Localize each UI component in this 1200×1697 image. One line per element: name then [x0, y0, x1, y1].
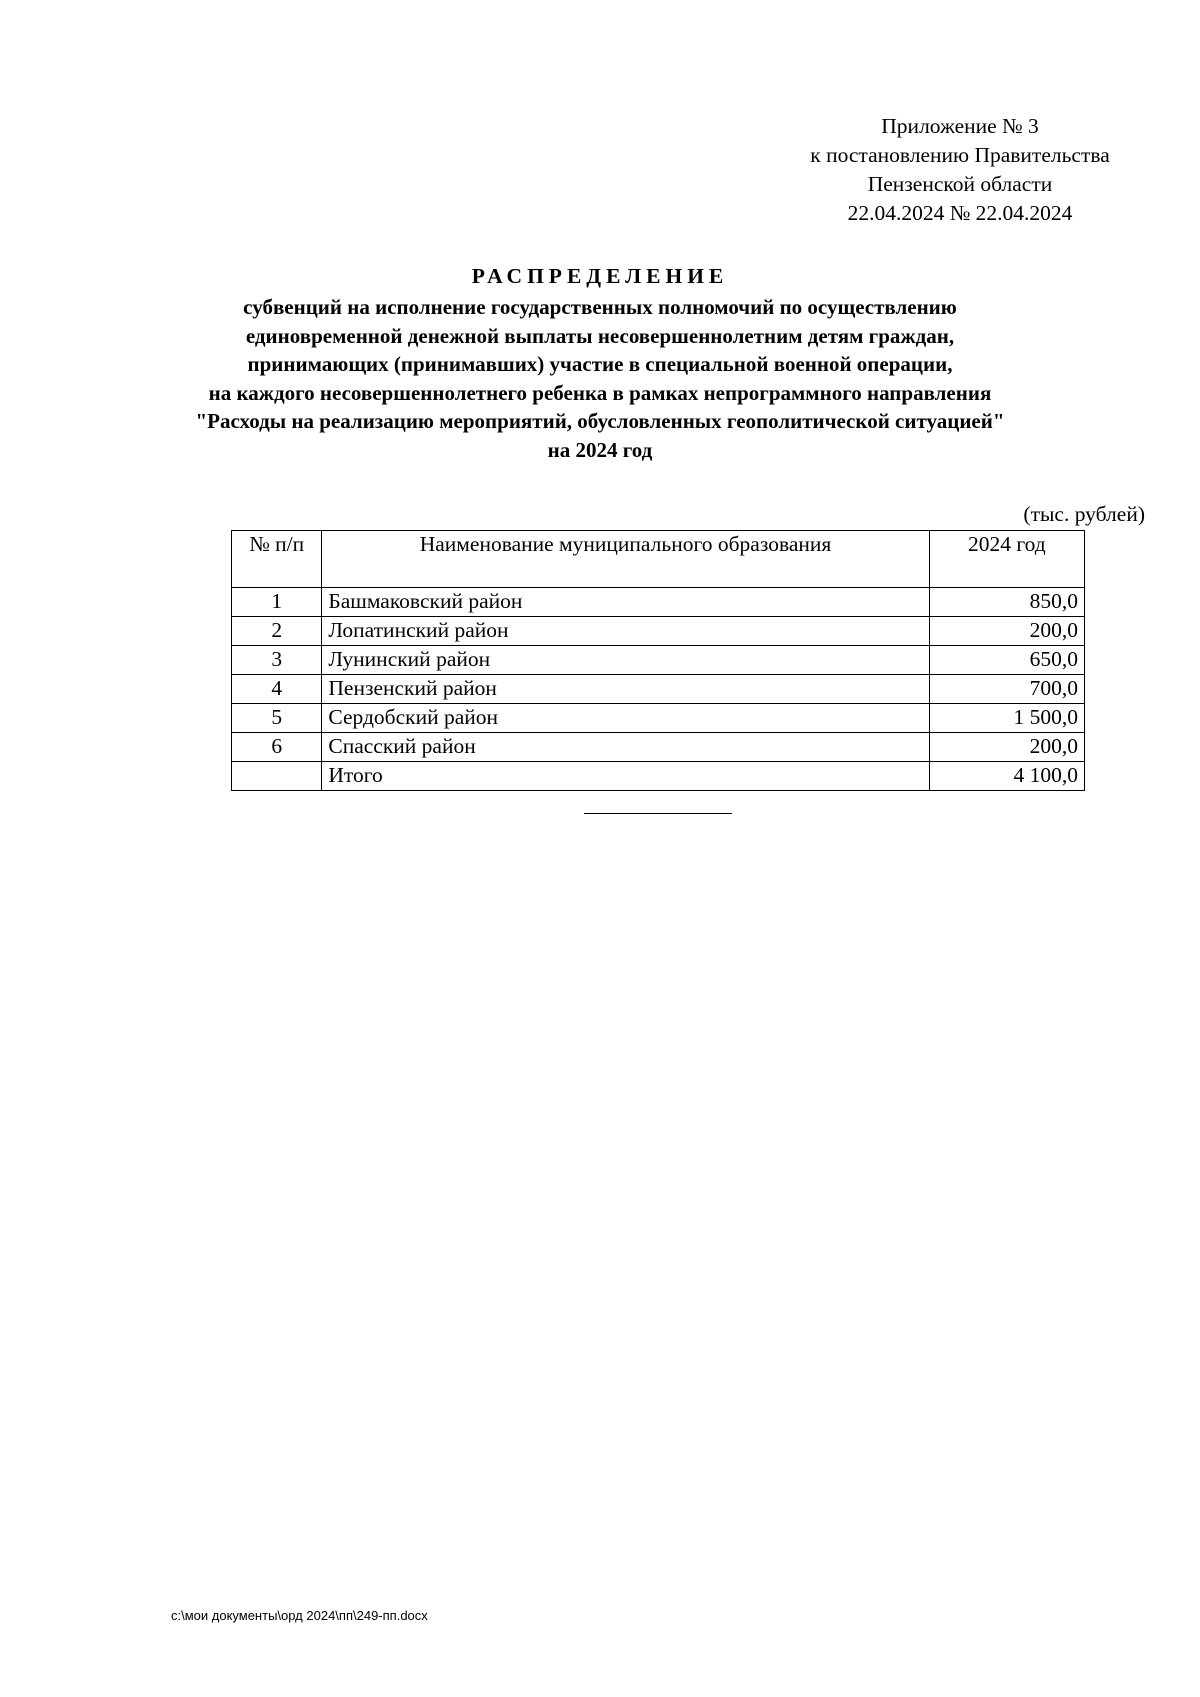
row-name: Пензенский район	[322, 675, 929, 704]
appendix-date: 22.04.2024 № 22.04.2024	[847, 201, 1073, 225]
subtitle-line: на каждого несовершеннолетнего ребенка в рамках непрограммного направления	[208, 380, 992, 405]
appendix-block	[790, 112, 1130, 228]
header-number: № п/п	[232, 531, 322, 588]
units-label: (тыс. рублей)	[1023, 502, 1145, 526]
appendix-region: Пензенской области	[867, 172, 1053, 196]
subtitle-line: единовременной денежной выплаты несовершеннолетним детям граждан,	[245, 323, 955, 348]
row-value: 650,0	[929, 646, 1084, 675]
row-name: Сердобский район	[322, 704, 929, 733]
subtitle-line: принимающих (принимавших) участие в специальной военной операции,	[247, 352, 953, 376]
appendix-number: Приложение № 3	[881, 114, 1039, 138]
document-title: РАСПРЕДЕЛЕНИЕ	[471, 264, 729, 288]
row-name: Спасский район	[322, 733, 929, 762]
subtitle-line: субвенций на исполнение государственных полномочий по осуществлению	[243, 295, 957, 319]
total-row	[232, 762, 1085, 791]
subtitle-line: "Расходы на реализацию мероприятий, обусловленных геополитической ситуацией"	[195, 409, 1005, 433]
row-name: Башмаковский район	[322, 588, 929, 617]
row-value: 850,0	[929, 588, 1084, 617]
row-number: 6	[232, 733, 322, 762]
table-row	[232, 646, 1085, 675]
header-name: Наименование муниципального образования	[322, 531, 929, 588]
row-value: 200,0	[929, 733, 1084, 762]
row-number: 5	[232, 704, 322, 733]
row-name: Лопатинский район	[322, 617, 929, 646]
row-number: 2	[232, 617, 322, 646]
header-year: 2024 год	[929, 531, 1084, 588]
table-header-row	[232, 531, 1085, 588]
table-row	[232, 733, 1085, 762]
appendix-reference: к постановлению Правительства	[810, 143, 1110, 167]
total-number	[232, 762, 322, 791]
table-row	[232, 588, 1085, 617]
row-number: 1	[232, 588, 322, 617]
document-heading	[100, 262, 1100, 464]
row-number: 4	[232, 675, 322, 704]
table-row	[232, 617, 1085, 646]
end-divider	[584, 813, 732, 814]
row-value: 1 500,0	[929, 704, 1084, 733]
table-row	[232, 675, 1085, 704]
row-number: 3	[232, 646, 322, 675]
subtitle-line: на 2024 год	[547, 437, 653, 462]
total-value: 4 100,0	[929, 762, 1084, 791]
distribution-table	[231, 530, 1085, 791]
total-label: Итого	[322, 762, 929, 791]
table-row	[232, 704, 1085, 733]
row-value: 700,0	[929, 675, 1084, 704]
row-name: Лунинский район	[322, 646, 929, 675]
row-value: 200,0	[929, 617, 1084, 646]
file-path-footer: c:\мои документы\орд 2024\пп\249-пп.docx	[171, 1608, 428, 1623]
